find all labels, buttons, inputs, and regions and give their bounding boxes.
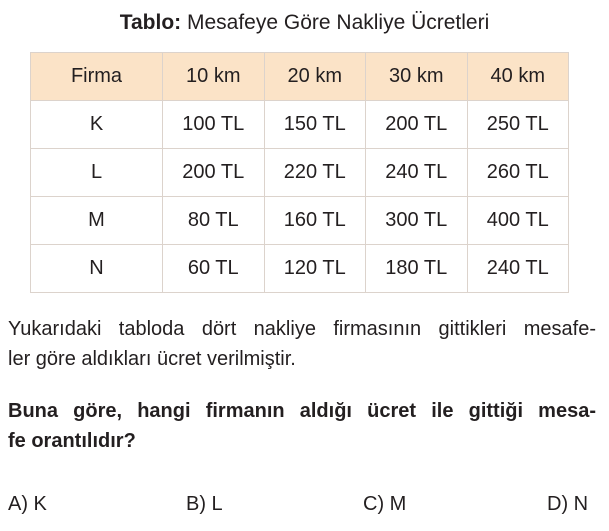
fee-cell: 240 TL: [467, 245, 569, 293]
fee-cell: 100 TL: [163, 101, 265, 149]
header-cell-firm: Firma: [31, 53, 163, 101]
option-a[interactable]: A) K: [8, 493, 47, 515]
fee-cell: 200 TL: [163, 149, 265, 197]
paragraph-line: Yukarıdaki tabloda dört nakliye firmasının gittikleri mesafe-: [8, 318, 596, 340]
fee-cell: 120 TL: [264, 245, 366, 293]
fee-cell: 260 TL: [467, 149, 569, 197]
header-cell-40km: 40 km: [467, 53, 569, 101]
table-row: [31, 149, 569, 197]
firm-cell: M: [31, 197, 163, 245]
fee-cell: 250 TL: [467, 101, 569, 149]
fee-cell: 150 TL: [264, 101, 366, 149]
fee-cell: 300 TL: [366, 197, 468, 245]
firm-cell: L: [31, 149, 163, 197]
table-row: [31, 101, 569, 149]
table-title: [0, 10, 609, 36]
question-line: Buna göre, hangi firmanın aldığı ücret ile gittiği mesa-: [8, 400, 596, 422]
header-cell-20km: 20 km: [264, 53, 366, 101]
paragraph-line: ler göre aldıkları ücret verilmiştir.: [8, 348, 296, 370]
fee-cell: 220 TL: [264, 149, 366, 197]
table-row: [31, 197, 569, 245]
fee-cell: 80 TL: [163, 197, 265, 245]
header-cell-30km: 30 km: [366, 53, 468, 101]
table-title-text: Mesafeye Göre Nakliye Ücretleri: [187, 11, 490, 34]
option-d[interactable]: D) N: [547, 493, 589, 515]
table-title-lead: Tablo:: [119, 11, 182, 34]
fee-cell: 180 TL: [366, 245, 468, 293]
answer-options: [0, 493, 609, 521]
fee-cell: 400 TL: [467, 197, 569, 245]
question-text: [8, 396, 596, 456]
fee-cell: 160 TL: [264, 197, 366, 245]
header-cell-10km: 10 km: [163, 53, 265, 101]
table-header-row: [31, 53, 569, 101]
option-c[interactable]: C) M: [363, 493, 407, 515]
firm-cell: K: [31, 101, 163, 149]
fee-cell: 240 TL: [366, 149, 468, 197]
question-line: fe orantılıdır?: [8, 430, 136, 452]
option-b[interactable]: B) L: [186, 493, 223, 515]
question-stem-paragraph: [8, 314, 596, 374]
fee-cell: 200 TL: [366, 101, 468, 149]
fee-cell: 60 TL: [163, 245, 265, 293]
table-row: [31, 245, 569, 293]
shipping-fee-table: [30, 52, 569, 293]
firm-cell: N: [31, 245, 163, 293]
